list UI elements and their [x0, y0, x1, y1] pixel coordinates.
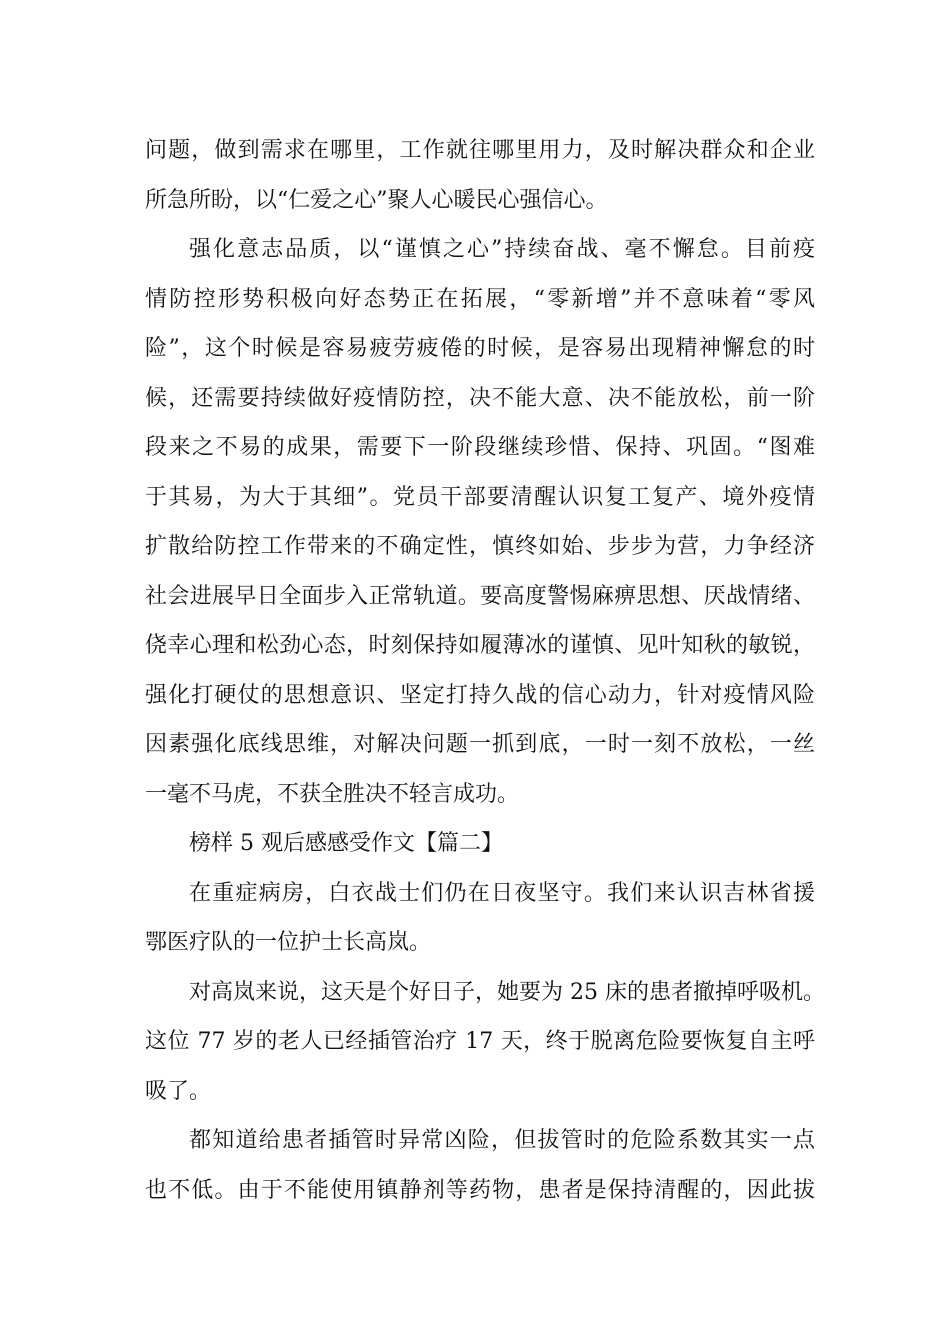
text-line: 一毫不马虎，不获全胜决不轻言成功。 [145, 781, 520, 807]
text-line: 社会进展早日全面步入正常轨道。要高度警惕麻痹思想、厌战情绪、 [145, 583, 815, 609]
paragraph-start-line: 对高岚来说，这天是个好日子，她要为 25 床的患者撤掉呼吸机。 [189, 979, 825, 1005]
text-line: 所急所盼，以“仁爱之心”聚人心暖民心强信心。 [145, 187, 608, 213]
text-line: 鄂医疗队的一位护士长高岚。 [145, 930, 432, 955]
paragraph-start-line: 都知道给患者插管时异常凶险，但拔管时的危险系数其实一点 [189, 1128, 815, 1153]
text-line: 侥幸心理和松劲心态，时刻保持如履薄冰的谨慎、见叶知秋的敏锐， [145, 633, 815, 658]
body-text [145, 126, 825, 1215]
text-line: 因素强化底线思维，对解决问题一抓到底，一时一刻不放松，一丝 [145, 732, 815, 757]
text-line: 情防控形势积极向好态势正在拓展，“零新增”并不意味着“零风 [145, 286, 815, 312]
section-heading: 榜样 5 观后感感受作文【篇二】 [189, 831, 503, 856]
text-line: 险”，这个时候是容易疲劳疲倦的时候，是容易出现精神懈怠的时 [145, 336, 815, 361]
text-line: 问题，做到需求在哪里，工作就往哪里用力，及时解决群众和企业 [145, 138, 815, 163]
text-line: 段来之不易的成果，需要下一阶段继续珍惜、保持、巩固。“图难 [145, 435, 815, 460]
paragraph-start-line: 强化意志品质，以“谨慎之心”持续奋战、毫不懈怠。目前疫 [189, 237, 815, 262]
text-line: 吸了。 [145, 1078, 212, 1104]
text-line: 于其易，为大于其细”。党员干部要清醒认识复工复产、境外疫情 [145, 484, 815, 510]
text-line: 候，还需要持续做好疫情防控，决不能大意、决不能放松，前一阶 [145, 385, 815, 411]
text-line: 这位 77 岁的老人已经插管治疗 17 天，终于脱离危险要恢复自主呼 [145, 1029, 815, 1054]
text-line: 扩散给防控工作带来的不确定性，慎终如始、步步为营，力争经济 [145, 534, 815, 559]
text-line: 也不低。由于不能使用镇静剂等药物，患者是保持清醒的，因此拔 [145, 1177, 815, 1203]
paragraph-start-line: 在重症病房，白衣战士们仍在日夜坚守。我们来认识吉林省援 [189, 880, 815, 906]
text-line: 强化打硬仗的思想意识、坚定打持久战的信心动力，针对疫情风险 [145, 682, 815, 708]
